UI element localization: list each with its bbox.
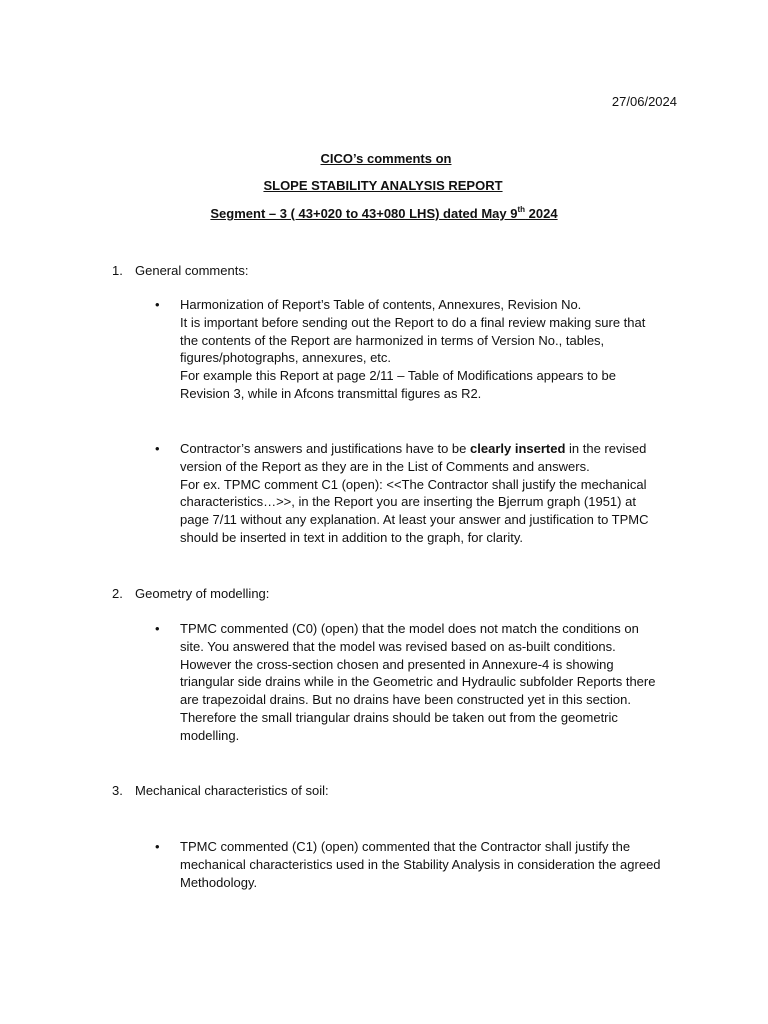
- section-3-heading: [112, 782, 329, 799]
- section-3-bullet-1: [155, 838, 665, 891]
- bullet-paragraph: It is important before sending out the Report to do a final review making sure that the contents of the Report are harmonized in terms of Version No., tables, figures/photographs, annexures, etc.: [180, 314, 646, 366]
- bullet-paragraph: For ex. TPMC comment C1 (open): <<The Contractor shall justify the mechanical characteristics…>>, in the Report you are inserting the Bjerrum graph (1951) at page 7/11 without any explanation. At least your answer and justification to TPMC should be inserted in text in addition to the graph, for clarity.: [180, 476, 649, 545]
- emphasis-text: clearly inserted: [470, 441, 566, 456]
- bullet-paragraph: Harmonization of Report’s Table of contents, Annexures, Revision No.: [180, 297, 582, 312]
- bullet-paragraph: For example this Report at page 2/11 – Table of Modifications appears to be Revision 3, while in Afcons transmittal figures as R2.: [180, 368, 617, 401]
- section-1-bullet-2: [155, 440, 665, 547]
- heading-line-2: SLOPE STABILITY ANALYSIS REPORT: [263, 178, 503, 193]
- section-number: 1.: [112, 263, 123, 278]
- section-title: General comments:: [135, 263, 249, 278]
- section-2-heading: [112, 585, 269, 602]
- section-number: 3.: [112, 783, 123, 798]
- section-title: Mechanical characteristics of soil:: [135, 783, 329, 798]
- section-2-bullet-1: [155, 620, 665, 745]
- bullet-icon: •: [155, 297, 160, 312]
- section-1-bullet-1: [155, 296, 665, 403]
- bullet-icon: •: [155, 621, 160, 636]
- bullet-icon: •: [155, 839, 160, 854]
- bullet-paragraph: TPMC commented (C1) (open) commented that the Contractor shall justify the mechanical characteristics used in the Stability Analysis in consideration the agreed Methodology.: [180, 839, 661, 890]
- section-title: Geometry of modelling:: [135, 586, 270, 601]
- bullet-icon: •: [155, 441, 160, 456]
- heading-line-3: Segment – 3 ( 43+020 to 43+080 LHS) dated May 9th 2024: [210, 205, 558, 221]
- bullet-paragraph: Contractor’s answers and justifications have to be clearly inserted in the revised version of the Report as they are in the List of Comments and answers.: [180, 441, 647, 474]
- bullet-paragraph: TPMC commented (C0) (open) that the model does not match the conditions on site. You answered that the model was revised based on as-built conditions. However the cross-section chosen and presented in Annexure-4 is showing triangular side drains while in the Geometric and Hydraulic subfolder Reports there are trapezoidal drains. But no drains have been constructed yet in this section. Therefore the small triangular drains should be taken out from the geometric modelling.: [180, 621, 656, 743]
- section-1-heading: [112, 262, 248, 279]
- heading-line-1: CICO’s comments on: [320, 151, 452, 166]
- section-number: 2.: [112, 586, 123, 601]
- document-date: 27/06/2024: [611, 94, 677, 109]
